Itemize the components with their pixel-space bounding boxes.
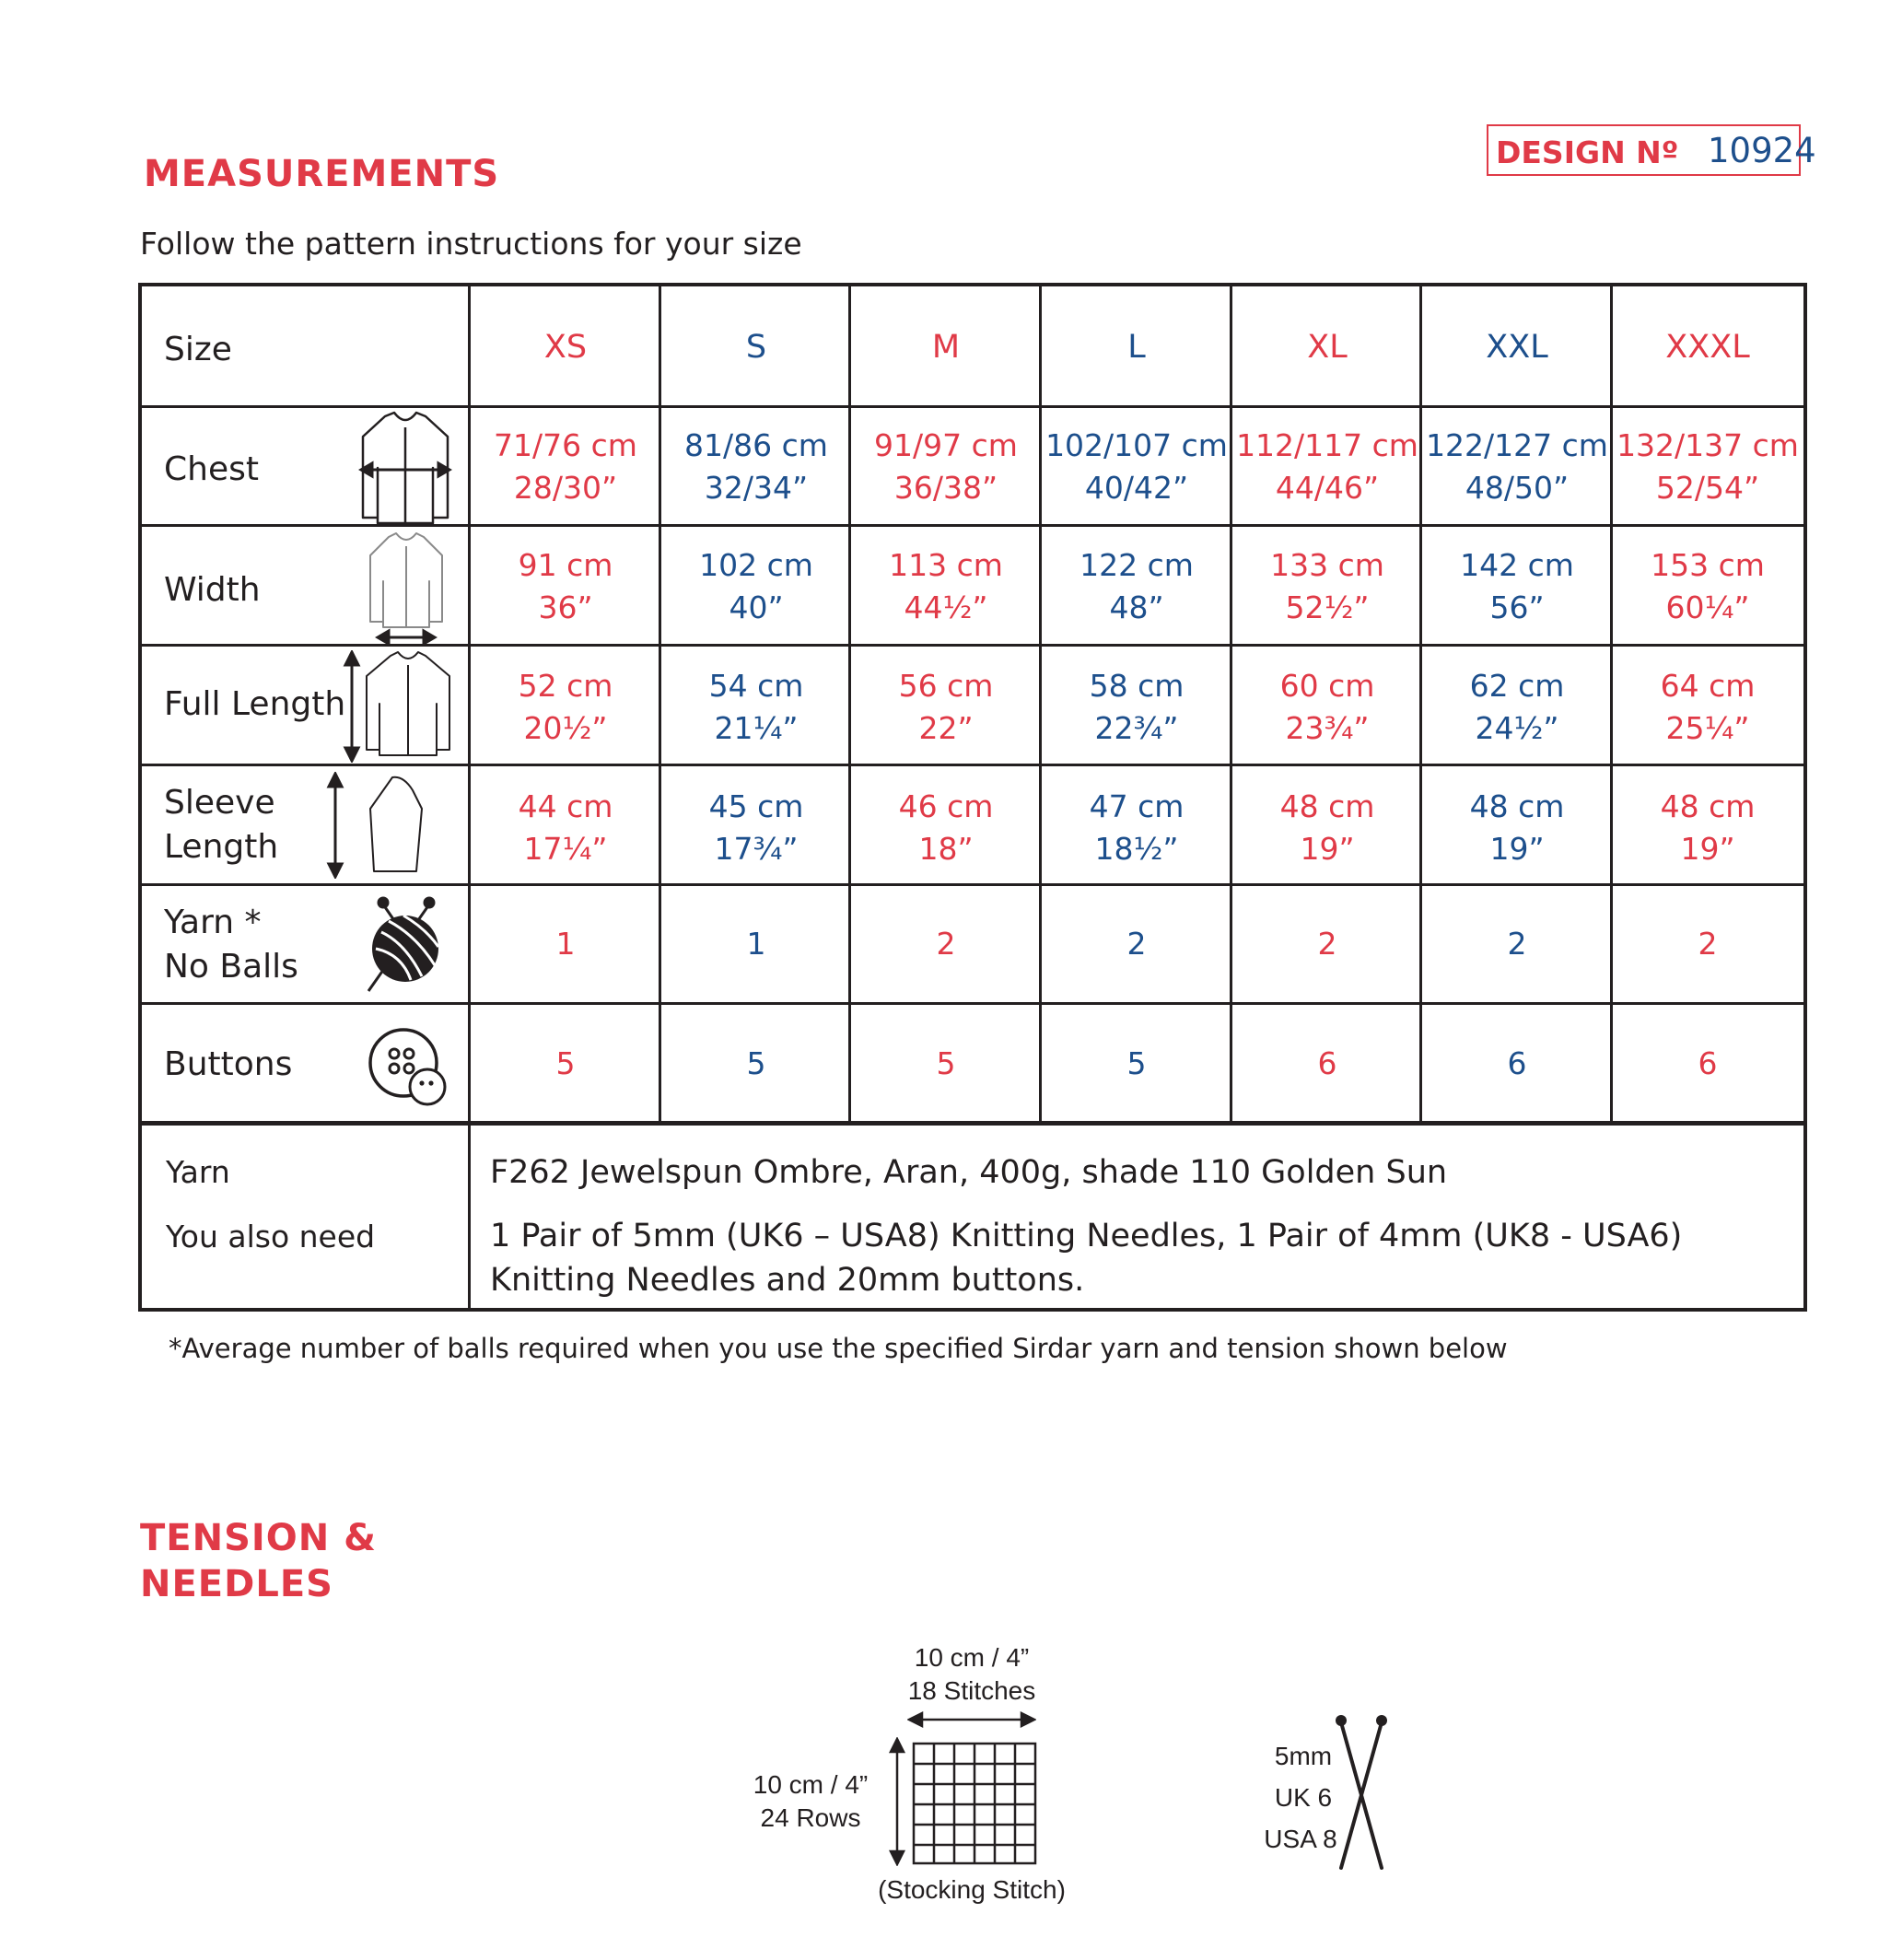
knitting-needles-icon [1332,1713,1391,1873]
size-header-s: S [745,329,767,366]
size-header-xs: XS [543,329,588,366]
also-need-value: 1 Pair of 5mm (UK6 – USA8) Knitting Needles, 1 Pair of 4mm (UK8 - USA6) Knitting Needles and 20mm buttons. [490,1218,1683,1299]
yarn-label: Yarn [166,1154,230,1190]
buttons-l: 5 [1126,1045,1147,1081]
buttons-xs: 5 [555,1045,576,1081]
row-label-chest: Chest [164,450,259,488]
balls-l: 2 [1126,926,1147,962]
tension-rows: 24 Rows [760,1803,861,1832]
cardigan-length-icon [339,650,457,763]
size-label: Size [164,331,232,368]
tension-stitch-type: (Stocking Stitch) [878,1875,1066,1904]
length-s: 54 cm 21¼” [708,668,804,746]
needle-size-mm: 5mm [1274,1742,1333,1770]
width-xs: 91 cm 36” [518,547,613,625]
buttons-icon [367,1026,449,1109]
length-l: 58 cm 22¾” [1089,668,1185,746]
size-header-xl: XL [1307,329,1348,366]
balls-xl: 2 [1317,926,1337,962]
sleeve-xxxl: 48 cm 19” [1660,788,1756,867]
tension-stitches: 18 Stitches [907,1676,1036,1705]
sleeve-xs: 44 cm 17¼” [518,788,613,867]
length-xxxl: 64 cm 25¼” [1660,668,1756,746]
width-l: 122 cm 48” [1080,547,1194,625]
row-label-buttons: Buttons [164,1045,293,1083]
chest-m: 91/97 cm 36/38” [874,427,1018,506]
chest-l: 102/107 cm 40/42” [1045,427,1228,506]
buttons-xxxl: 6 [1698,1045,1718,1081]
sleeve-length-icon [322,772,442,879]
row-label-width: Width [164,571,261,609]
also-need-label: You also need [166,1219,376,1254]
yarn-ball-icon [365,895,444,995]
size-header-xxl: XXL [1486,329,1548,366]
chest-s: 81/86 cm 32/34” [684,427,828,506]
tension-width-measure: 10 cm / 4” [914,1643,1030,1672]
buttons-m: 5 [936,1045,956,1081]
chest-xxl: 122/127 cm 48/50” [1426,427,1608,506]
needle-size-uk: UK 6 [1274,1783,1333,1812]
width-xl: 133 cm 52½” [1270,547,1384,625]
sleeve-l: 47 cm 18½” [1089,788,1185,867]
sleeve-s: 45 cm 17¾” [708,788,804,867]
balls-xs: 1 [555,926,576,962]
chest-xl: 112/117 cm 44/46” [1236,427,1418,506]
needle-size-usa: USA 8 [1264,1825,1337,1853]
tension-height-measure: 10 cm / 4” [753,1770,869,1799]
size-header-xxxl: XXXL [1665,329,1750,366]
design-number: 10924 [1708,131,1816,170]
sleeve-xxl: 48 cm 19” [1469,788,1565,867]
row-label-full-length: Full Length [164,685,346,723]
balls-xxxl: 2 [1698,926,1718,962]
balls-s: 1 [746,926,766,962]
balls-m: 2 [936,926,956,962]
page-title: MEASUREMENTS [144,153,500,195]
design-label: DESIGN Nº [1496,134,1679,170]
sleeve-xl: 48 cm 19” [1279,788,1375,867]
section-title-tension: TENSION & NEEDLES [140,1517,378,1605]
width-xxl: 142 cm 56” [1460,547,1574,625]
subtitle: Follow the pattern instructions for your size [140,226,802,262]
length-xl: 60 cm 23¾” [1279,668,1375,746]
buttons-s: 5 [746,1045,766,1081]
tension-height-arrow-icon [886,1737,908,1866]
sleeve-m: 46 cm 18” [898,788,994,867]
balls-xxl: 2 [1507,926,1527,962]
size-header-m: M [931,329,961,366]
length-m: 56 cm 22” [898,668,994,746]
length-xxl: 62 cm 24½” [1469,668,1565,746]
buttons-xl: 6 [1317,1045,1337,1081]
chest-xs: 71/76 cm 28/30” [494,427,637,506]
cardigan-width-icon [365,531,448,646]
row-label-yarn-balls: Yarn * No Balls [164,904,298,986]
length-xs: 52 cm 20½” [518,668,613,746]
yarn-value: F262 Jewelspun Ombre, Aran, 400g, shade 110 Golden Sun [490,1154,1448,1191]
chest-xxxl: 132/137 cm 52/54” [1616,427,1799,506]
footnote: *Average number of balls required when you use the specified Sirdar yarn and tension shown below [169,1333,1508,1364]
buttons-xxl: 6 [1507,1045,1527,1081]
width-s: 102 cm 40” [699,547,813,625]
row-label-sleeve-length: Sleeve Length [164,784,279,866]
tension-swatch-grid-icon [912,1742,1037,1865]
width-xxxl: 153 cm 60¼” [1651,547,1765,625]
size-header-l: L [1127,329,1146,366]
cardigan-chest-icon [357,411,453,525]
tension-width-arrow-icon [907,1709,1036,1731]
width-m: 113 cm 44½” [889,547,1003,625]
